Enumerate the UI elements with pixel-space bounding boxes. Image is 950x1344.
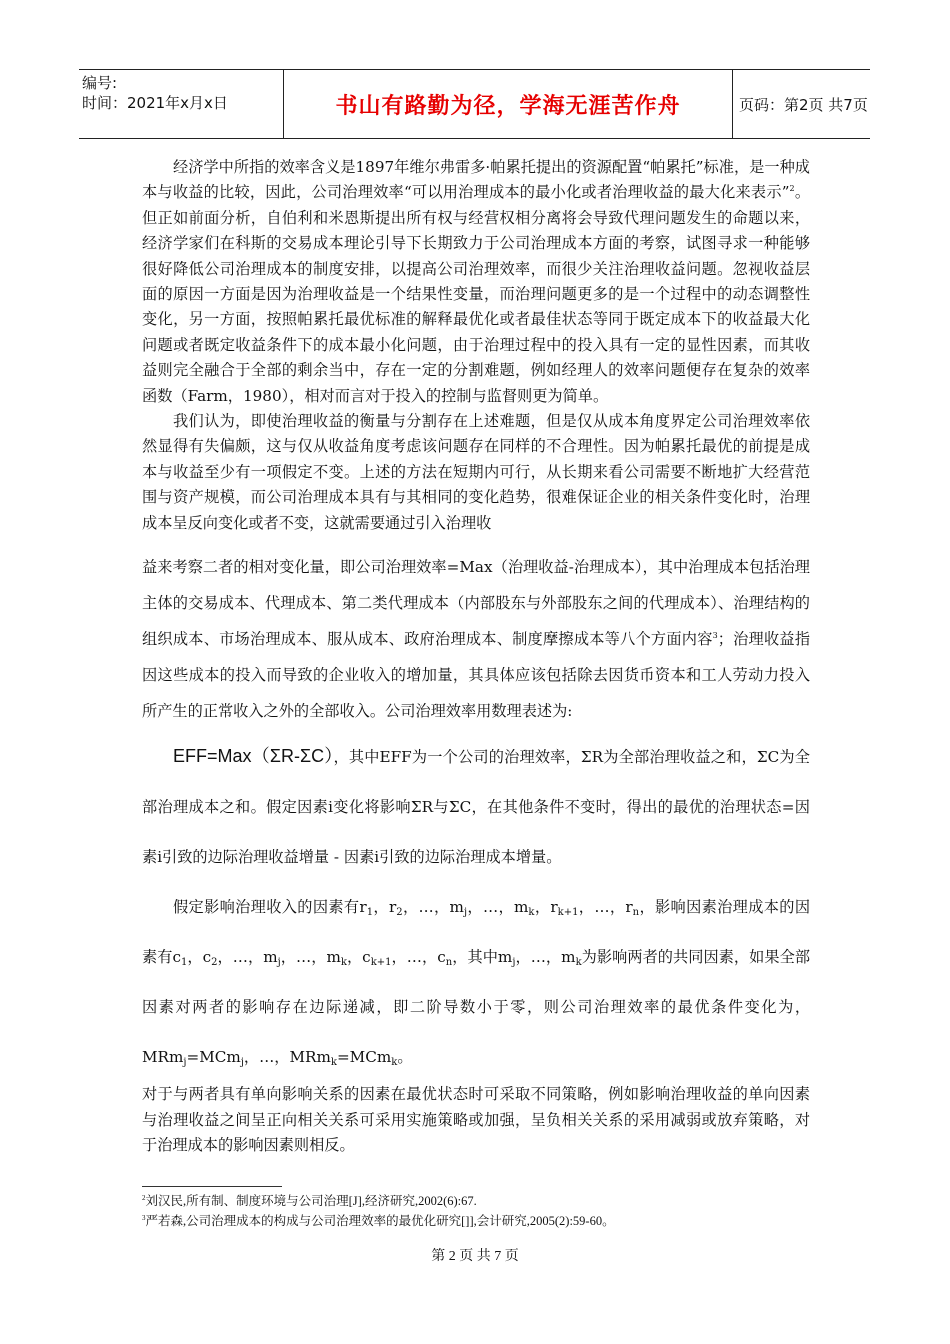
paragraph-1 xyxy=(142,155,810,409)
page-indicator: 页码：第2页 共7页 xyxy=(739,95,868,114)
assumption-paragraph: 假定影响治理收入的因素有$r_1$，$r_2$，…，$m_j$，…，$m_k$，$r_{k+1}$，…，$r_n$，影响因素治理成本的因素有$c_1$，$c_2$，…，$m_j$，…，$m_k$，$c_{k+1}$，…，$c_n$，其中$m_j$，…，$m_k$为影响两者的共同因素，如果全部因素对两者的影响存在边际递减，即二阶导数小于零，则公司治理效率的最优条件变化为，MRm$_j$=MCm$_j$，…，MRm$_k$=MCm$_k$。 xyxy=(142,898,811,1069)
document-number-label: 编号: xyxy=(82,74,118,92)
paragraph-2 xyxy=(142,409,810,536)
footnote-2-text: 刘汉民,所有制、制度环境与公司治理[J],经济研究,2002(6):67. xyxy=(145,1194,477,1208)
paragraph-2-text-c: ；治理收益指因这些成本的投入而导致的企业收入的增加量，其具体应该包括除去因货币资本和工人劳动力投入所产生的正常收入之外的全部收入。公司治理效率用数理表述为: xyxy=(142,630,810,721)
footnote-2-mark: 2 xyxy=(142,1194,146,1202)
efficiency-formula: EFF=Max（ΣR-ΣC） xyxy=(173,746,334,767)
paragraph-2-text-a: 我们认为，即使治理收益的衡量与分割存在上述难题，但是仅从成本角度界定公司治理效率依然显得有失偏颇，这与仅从收益角度考虑该问题存在同样的不合理性。因为帕累托最优的前提是成本与收益至少有一项假定不变。上述的方法在短期内可行，从长期来看公司需要不断地扩大经营范围与资产规模，而公司治理成本具有与其相同的变化趋势，很难保证企业的相关条件变化时，治理成本呈反向变化或者不变，这就需要通过引入治理收 xyxy=(142,412,810,532)
page-header xyxy=(79,69,870,139)
footnote-3-mark: 3 xyxy=(142,1214,146,1222)
date-label: 时间：2021年x月x日 xyxy=(82,94,228,112)
document-body xyxy=(142,155,810,1158)
footnotes xyxy=(142,1191,842,1231)
footnote-3-text: 严若森,公司治理成本的构成与公司治理效率的最优化研究[]],会计研究,2005(2):59-60。 xyxy=(145,1214,615,1228)
assumption-tail: 对于与两者具有单向影响关系的因素在最优状态时可采取不同策略，例如影响治理收益的单向因素与治理收益之间呈正向相关关系可采用实施策略或加强，呈负相关关系的采用减弱或放弃策略，对于治理成本的影响因素则相反。 xyxy=(142,1085,810,1154)
paragraph-1-text: 经济学中所指的效率含义是1897年维尔弗雷多·帕累托提出的资源配置“帕累托”标准，是一种成本与收益的比较，因此，公司治理效率“可以用治理成本的最小化或者治理收益的最大化来表示” xyxy=(142,158,810,202)
footnote-ref-3: 3 xyxy=(712,631,718,641)
footnote-ref-2: 2 xyxy=(789,184,795,194)
efficiency-formula-text: ，其中EFF为一个公司的治理效率，ΣR为全部治理收益之和，ΣC为全部治理成本之和。假定因素i变化将影响ΣR与ΣC，在其他条件不变时，得出的最优的治理状态=因素i引致的边际治理收益增量 - 因素i引致的边际治理成本增量。 xyxy=(142,748,810,867)
page-footer: 第 2 页 共 7 页 xyxy=(431,1249,519,1264)
motto-banner: 书山有路勤为径，学海无涯苦作舟 xyxy=(283,70,733,138)
paragraph-2-continued xyxy=(142,549,810,729)
paragraph-2-text-b: 益来考察二者的相对变化量，即公司治理效率=Max（治理收益-治理成本），其中治理成本包括治理主体的交易成本、代理成本、第二类代理成本（内部股东与外部股东之间的代理成本）、治理结构的组织成本、市场治理成本、服从成本、政府治理成本、制度摩擦成本等八个方面内容 xyxy=(142,558,810,649)
assumption-text: 假定影响治理收入的因素有r xyxy=(173,898,367,917)
footnote-divider xyxy=(142,1186,282,1187)
footnote-2 xyxy=(142,1191,842,1211)
footnote-3 xyxy=(142,1211,842,1231)
header-left-cell xyxy=(79,70,283,138)
paragraph-1-text-b: 。但正如前面分析，自伯利和米恩斯提出所有权与经营权相分离将会导致代理问题发生的命题以来，经济学家们在科斯的交易成本理论引导下长期致力于公司治理成本方面的考察，试图寻求一种能够很好降低公司治理成本的制度安排，以提高公司治理效率，而很少关注治理收益问题。忽视收益层面的原因一方面是因为治理收益是一个结果性变量，而治理问题更多的是一个过程中的动态调整性变化，另一方面，按照帕累托最优标准的解释最优化或者最佳状态等同于既定成本下的收益最大化问题或者既定收益条件下的成本最小化问题，由于治理过程中的投入具有一定的显性因素，而其收益则完全融合于全部的剩余当中，存在一定的分割难题，例如经理人的效率问题便存在复杂的效率函数（Farm，1980），相对而言对于投入的控制与监督则更为简单。 xyxy=(142,183,811,405)
efficiency-formula-paragraph xyxy=(142,731,810,882)
